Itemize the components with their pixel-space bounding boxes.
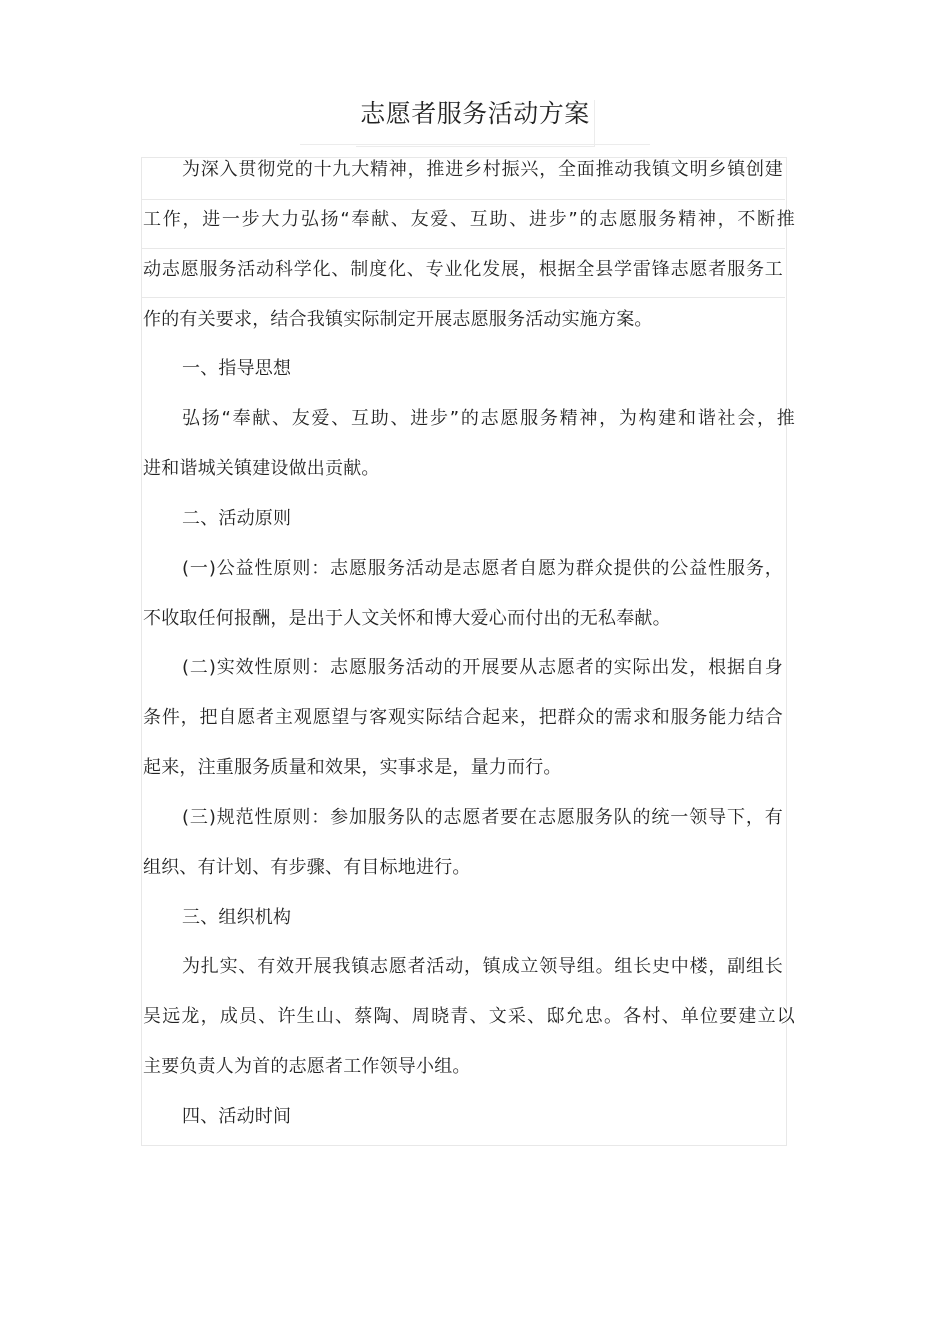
paragraph-line: 弘扬“奉献、友爱、互助、进步”的志愿服务精神，为构建和谐社会，推 bbox=[182, 408, 795, 429]
section-heading: 二、活动原则 bbox=[182, 508, 292, 529]
paragraph-line: 作的有关要求，结合我镇实际制定开展志愿服务活动实施方案。 bbox=[143, 309, 653, 330]
paragraph-line: 条件，把自愿者主观愿望与客观实际结合起来，把群众的需求和服务能力结合 bbox=[143, 707, 783, 728]
frame-divider bbox=[141, 297, 785, 298]
frame-divider bbox=[141, 248, 785, 249]
paragraph-line: 进和谐城关镇建设做出贡献。 bbox=[143, 458, 380, 479]
document-title: 志愿者服务活动方案 bbox=[300, 92, 650, 145]
paragraph-line: 吴远龙，成员、许生山、蔡陶、周晓青、文采、邸允忠。各村、单位要建立以 bbox=[143, 1006, 795, 1027]
paragraph-line: 起来，注重服务质量和效果，实事求是，量力而行。 bbox=[143, 757, 562, 778]
paragraph-line: 不收取任何报酬，是出于人文关怀和博大爱心而付出的无私奉献。 bbox=[143, 608, 671, 629]
section-heading: 一、指导思想 bbox=[182, 358, 292, 379]
paragraph-line: (一)公益性原则：志愿服务活动是志愿者自愿为群众提供的公益性服务， bbox=[182, 558, 783, 579]
section-heading: 四、活动时间 bbox=[182, 1106, 292, 1127]
paragraph-line: (二)实效性原则：志愿服务活动的开展要从志愿者的实际出发，根据自身 bbox=[182, 657, 783, 678]
section-heading: 三、组织机构 bbox=[182, 907, 292, 928]
paragraph-line: 为扎实、有效开展我镇志愿者活动，镇成立领导组。组长史中楼，副组长 bbox=[182, 956, 783, 977]
paragraph-line: 为深入贯彻党的十九大精神，推进乡村振兴，全面推动我镇文明乡镇创建 bbox=[182, 159, 783, 180]
paragraph-line: (三)规范性原则：参加服务队的志愿者要在志愿服务队的统一领导下，有 bbox=[182, 807, 783, 828]
paragraph-line: 工作，进一步大力弘扬“奉献、友爱、互助、进步”的志愿服务精神，不断推 bbox=[143, 209, 795, 230]
paragraph-line: 组织、有计划、有步骤、有目标地进行。 bbox=[143, 857, 471, 878]
frame-divider bbox=[141, 199, 785, 200]
paragraph-line: 主要负责人为首的志愿者工作领导小组。 bbox=[143, 1056, 471, 1077]
paragraph-line: 动志愿服务活动科学化、制度化、专业化发展，根据全县学雷锋志愿者服务工 bbox=[143, 259, 783, 280]
